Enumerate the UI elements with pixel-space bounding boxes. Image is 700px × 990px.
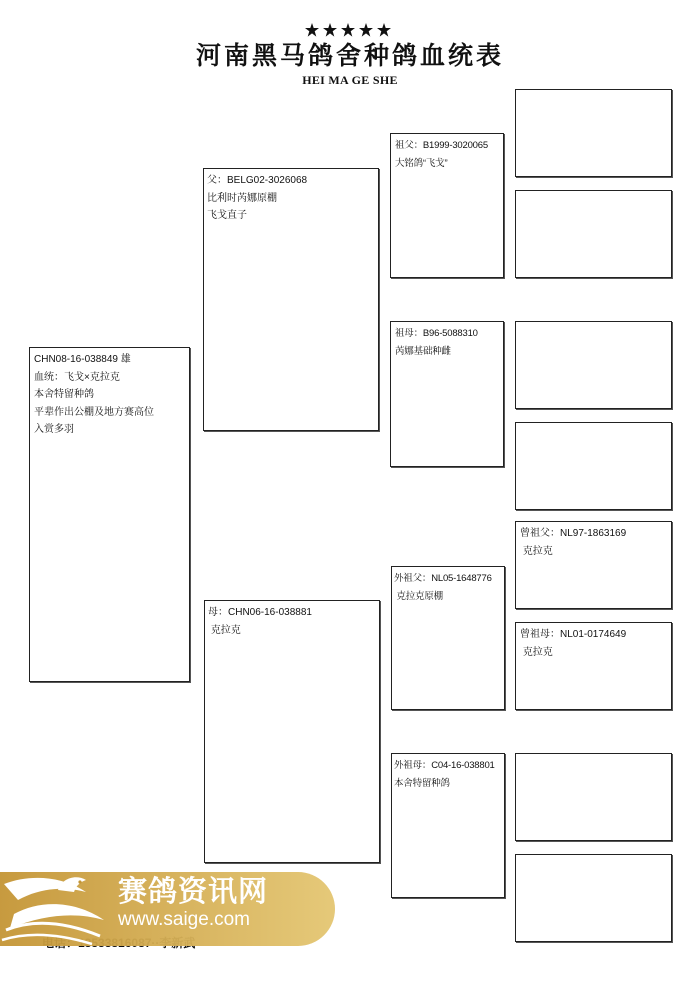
card-line: 平辈作出公棚及地方赛高位	[34, 406, 154, 418]
card-line: CHN08-16-038849 雄	[34, 354, 131, 365]
card-line: 飞戈直子	[207, 210, 247, 221]
paternal-grandsire-card	[390, 133, 504, 278]
paternal-granddam-card	[390, 321, 504, 467]
card-line: 入赏多羽	[34, 424, 74, 435]
document-subtitle: HEI MA GE SHE	[302, 73, 398, 87]
card-line	[520, 426, 671, 444]
card-line: 克拉克	[520, 545, 553, 557]
card-line: 曾祖父：NL97-1863169	[520, 528, 627, 539]
card-line: 祖母：B96-5088310	[395, 328, 478, 339]
card-line	[520, 858, 671, 876]
card-line: 本舍特留种鸽	[34, 389, 94, 400]
watermark-site-name: 赛鸽资讯网	[118, 876, 269, 908]
dam-card	[204, 600, 380, 863]
sire-card	[203, 168, 379, 431]
card-line	[520, 194, 671, 212]
star-icon	[359, 23, 373, 37]
card-line: 母：CHN06-16-038881	[208, 607, 312, 618]
star-icon	[323, 23, 337, 37]
card-line	[520, 876, 671, 894]
card-line	[520, 325, 671, 343]
great-grandparent-card	[515, 89, 672, 177]
star-icon	[305, 23, 319, 37]
star-icon	[341, 23, 355, 37]
card-line: 芮娜基础种雌	[395, 345, 451, 357]
card-line	[520, 343, 671, 361]
card-line	[520, 212, 671, 230]
rating-stars	[304, 22, 396, 38]
great-grandparent-card	[515, 422, 672, 510]
card-line: 曾祖母：NL01-0174649	[520, 629, 627, 640]
card-line	[520, 444, 671, 462]
card-line: 比利时芮娜原棚	[207, 192, 277, 204]
great-grandparent-card	[515, 854, 672, 942]
card-line: 祖父：B1999-3020065	[395, 140, 488, 151]
great-grandsire-card	[515, 521, 672, 609]
card-line: 克拉克	[520, 646, 553, 658]
card-line: 克拉克原棚	[394, 590, 443, 602]
card-line	[520, 93, 671, 111]
great-grandparent-card	[515, 753, 672, 841]
maternal-granddam-card	[391, 753, 505, 898]
card-line	[520, 757, 671, 775]
card-line: 本舍特留种鸽	[394, 777, 450, 789]
card-line: 大铭鸽“飞戈”	[395, 157, 448, 169]
card-line: 外祖母：C04-16-038801	[394, 760, 495, 771]
document-title: 河南黑马鸽舍种鸽血统表	[195, 42, 504, 70]
great-granddam-card	[515, 622, 672, 710]
great-grandparent-card	[515, 321, 672, 409]
card-line	[520, 775, 671, 793]
subject-card	[29, 347, 190, 682]
site-watermark	[0, 870, 340, 950]
great-grandparent-card	[515, 190, 672, 278]
card-line: 外祖父：NL05-1648776	[394, 573, 492, 584]
card-line: 克拉克	[208, 624, 241, 636]
card-line: 父：BELG02-3026068	[207, 175, 308, 186]
card-line: 血统：飞戈×克拉克	[34, 371, 120, 383]
card-line	[520, 111, 671, 129]
star-icon	[377, 23, 391, 37]
watermark-url: www.saige.com	[118, 909, 250, 930]
maternal-grandsire-card	[391, 566, 505, 710]
